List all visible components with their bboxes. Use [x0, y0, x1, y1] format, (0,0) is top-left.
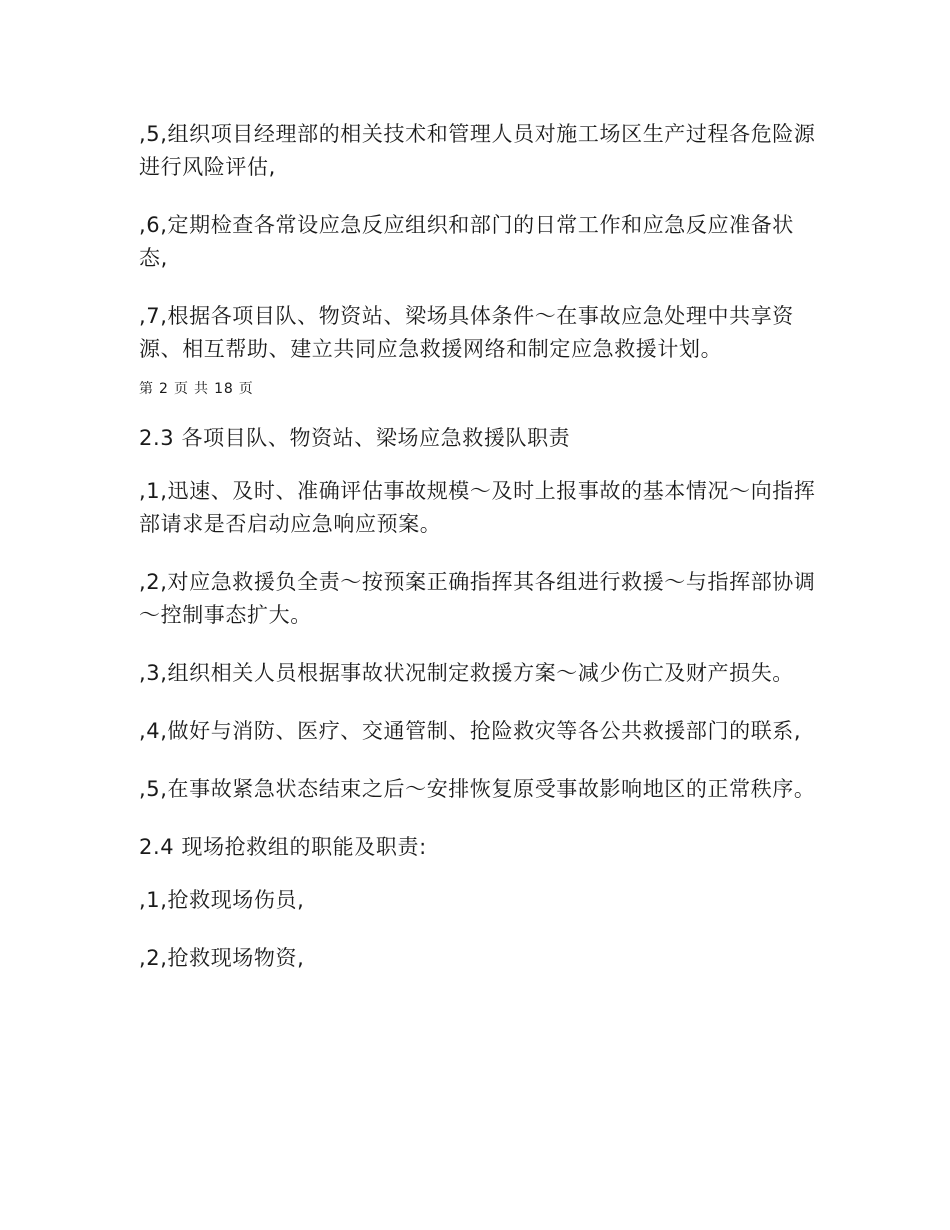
section-2-3-item-2: ,2,对应急救援负全责～按预案正确指挥其各组进行救援～与指挥部协调～控制事态扩大。 [139, 570, 816, 627]
section-heading-2-4: 2.4 现场抢救组的职能及职责: [139, 835, 427, 859]
section-2-4-item-2: ,2,抢救现场物资, [139, 946, 305, 970]
section-heading-2-3: 2.3 各项目队、物资站、梁场应急救援队职责 [139, 426, 571, 450]
paragraph-item-5: ,5,组织项目经理部的相关技术和管理人员对施工场区生产过程各危险源进行风险评估, [139, 122, 816, 179]
document-page [139, 118, 819, 1000]
section-2-3-item-5: ,5,在事故紧急状态结束之后～安排恢复原受事故影响地区的正常秩序。 [139, 777, 816, 801]
section-2-3-item-4: ,4,做好与消防、医疗、交通管制、抢险救灾等各公共救援部门的联系, [139, 719, 802, 743]
paragraph-item-6: ,6,定期检查各常设应急反应组织和部门的日常工作和应急反应准备状态, [139, 213, 794, 270]
section-2-4-item-1: ,1,抢救现场伤员, [139, 888, 305, 912]
section-2-3-item-3: ,3,组织相关人员根据事故状况制定救援方案～减少伤亡及财产损失。 [139, 661, 794, 685]
page-number: 第 2 页 共 18 页 [139, 381, 254, 397]
paragraph-item-7: ,7,根据各项目队、物资站、梁场具体条件～在事故应急处理中共享资源、相互帮助、建立共同应急救援网络和制定应急救援计划。 [139, 304, 794, 361]
section-2-3-item-1: ,1,迅速、及时、准确评估事故规模～及时上报事故的基本情况～向指挥部请求是否启动应急响应预案。 [139, 479, 816, 536]
